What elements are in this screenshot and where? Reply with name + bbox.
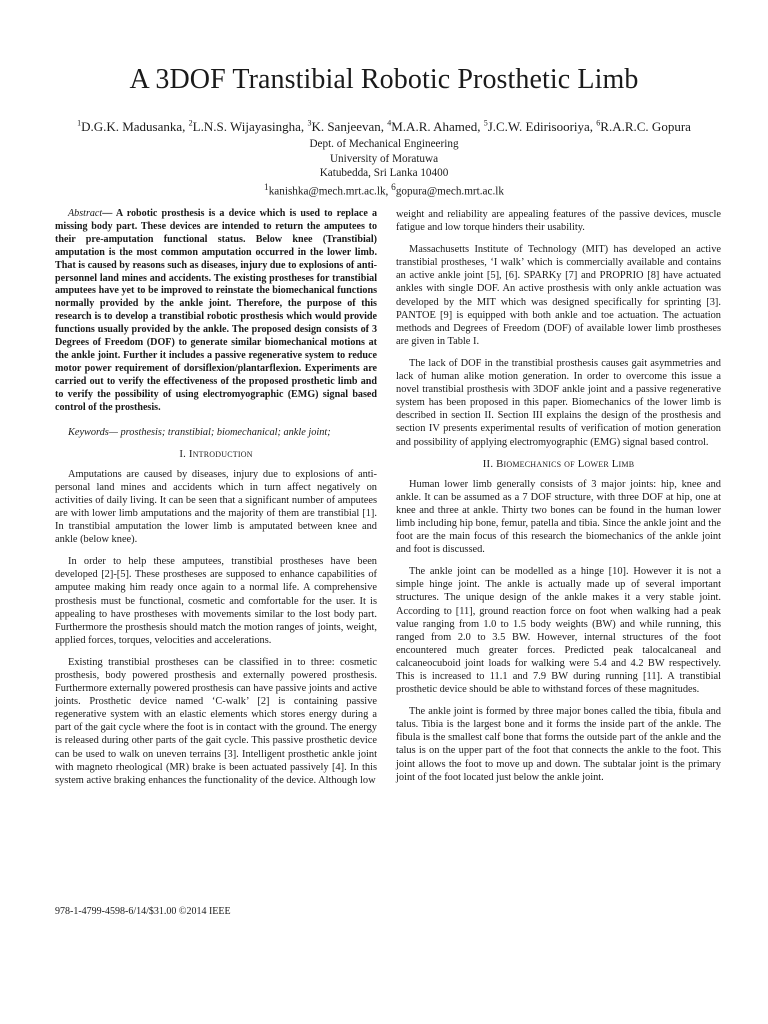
section-heading-biomechanics: II. Biomechanics of Lower Limb xyxy=(482,457,635,470)
abstract xyxy=(55,208,377,415)
author-1: $^1$D.G.K. Madusanka, xyxy=(77,119,189,135)
paragraph: Human lower limb generally consists of 3 major joints: hip, knee and ankle. It can be assumed as a 7 DOF structure, with three DOF at hip, one at knee and three at ankle. Thirty two bones can be found in the human lower limb including hip bone, femur, patella and tibia. Since the ankle joint and the foot are the main focus of this research the biomechanics of the ankle joint and foot is discussed. xyxy=(396,478,721,556)
paragraph: weight and reliability are appealing features of the passive devices, muscle fatigue and low torque hinders their usability. xyxy=(396,209,721,234)
paragraph: The ankle joint can be modelled as a hinge [10]. However it is not a simple hinge joint. The ankle is actually made up of several important structures. The unique design of the ankle makes it a very stable joint. According to [11], ground reaction force on foot when walking had a peak value ranging from 1.0 to 1.5 body weights (BW) and while running, this ranged from 2.0 to 3.5 BW. However, internal structures of the foot encountered much greater forces. Predicted peak talocalcaneal and calcaneocuboid joint loads for walking were 5.4 and 4.2 BW respectively. This is increased to 11.1 and 7.9 BW during running [11]. A transtibial prosthetic device should be able to withstand forces of these magnitudes. xyxy=(396,566,721,696)
keywords: Keywords— prosthesis; transtibial; biomechanical; ankle joint; xyxy=(68,426,331,438)
paragraph: The ankle joint is formed by three major bones called the tibia, fibula and talus. Tibia is the largest bone and it forms the inside part of the ankle. The fibula is the smallest calf bone that forms the outside part of the ankle and the talus is on the upper part of the foot that connects the ankle to the foot. This joint allows the foot to move up and down. The subtalar joint is the primary joint of the foot located just below the ankle joint. xyxy=(396,706,721,783)
copyright-footer: 978-1-4799-4598-6/14/$31.00 ©2014 IEEE xyxy=(55,906,231,917)
paragraph: The lack of DOF in the transtibial prosthesis causes gait asymmetries and lack of human alike motion generation. In order to overcome this issue a novel transtibial prosthesis with 3DOF ankle joint and a passive regenerative system has been proposed in this paper. Biomechanics of the lower limb is described in section II. Section III explains the design of the prosthesis and section IV presents experimental results of verification of motion generation and possibility of applying electromyographic (EMG) signal based control. xyxy=(396,357,721,448)
paragraph: Amputations are caused by diseases, injury due to explosions of anti-personal land mines and accidents which in turn affect negatively on activities of daily living. It can be seen that a significant number of amputees are with lower limb amputations and the majority of them are transtibial [1]. In transtibial amputation the lower limb is amputated between knee and ankle (below knee). xyxy=(55,468,377,546)
right-column xyxy=(396,208,721,793)
paragraph: In order to help these amputees, transtibial prostheses have been developed [2]-[5]. These prostheses are supposed to enhance capabilities of amputee making him ready once again to a normal life. A comprehensive prosthesis must be functional, cosmetic and comfortable for the user. It is appealing to have prostheses with movements similar to the lost body part. Furthermore the prosthesis should match the motion ranges of joints, weight, applied forces, torques, velocities and accelerations. xyxy=(55,556,377,646)
paragraph: Massachusetts Institute of Technology (MIT) has developed an active transtibial prostheses, ‘I walk’ which is commercially available and contains an active ankle joint [5], [6]. SPARKy [7] and PROPRIO [8] have actuated ankles with single DOF. An active prosthesis with only ankle actuation was developed by the MIT which was designed specifically for sprinting [3]. PANTOE [9] is equipped with both ankle and toe actuation. The actuation methods and Degrees of Freedom (DOF) of available lower limb prostheses are given in Table I. xyxy=(396,244,721,347)
author-3: $^3$K. Sanjeevan, xyxy=(307,119,388,135)
affiliation-dept: Dept. of Mechanical Engineering xyxy=(309,138,459,150)
affiliation-university: University of Moratuwa xyxy=(329,152,439,165)
affiliation-city: Katubedda, Sri Lanka 10400 xyxy=(319,167,449,179)
author-6: $^6$R.A.R.C. Gopura xyxy=(596,119,691,135)
affiliation-emails: $^1$kanishka@mech.mrt.ac.lk, $^6$gopura@mech.mrt.ac.lk xyxy=(264,182,504,198)
author-2: $^2$L.N.S. Wijayasingha, xyxy=(188,119,308,135)
abstract-label: Abstract xyxy=(68,208,103,219)
author-list xyxy=(0,119,768,135)
author-5: $^5$J.C.W. Edirisooriya, xyxy=(483,119,597,135)
affiliation xyxy=(0,137,768,199)
paper-title: A 3DOF Transtibial Robotic Prosthetic Limb xyxy=(129,64,639,95)
section-heading-introduction: I. Introduction xyxy=(179,447,253,460)
left-column xyxy=(55,208,377,796)
author-4: $^4$M.A.R. Ahamed, xyxy=(387,119,484,135)
abstract-text: — A robotic prosthesis is a device which is used to replace a missing body part. These devices are intended to return the amputees to their pre-amputation functional status. Below knee (Transtibial) amputation is the most common amputation occurred in the lower limb. That is caused by reasons such as diseases, injury due to explosions of anti-personnel land mines and accidents. The existing prostheses for transtibial amputees have yet to be improved to reinstate the biomechanical functions normally provided by the ankle joint. Therefore, the purpose of this research is to develop a transtibial robotic prosthesis which would provide functions usually provided by the ankle. The proposed design consists of 3 Degrees of Freedom (DOF) to generate similar biomechanical motions at the ankle joint. Further it includes a passive regenerative system to reduce motor power requirement of dorsiflexion/plantarflexion. Experiments are carried out to verify the effectiveness of the proposed prosthetic limb and to verify the possibility of using electromyographic (EMG) signal based control of the prosthesis. xyxy=(55,208,377,413)
paragraph: Existing transtibial prostheses can be classified in to three: cosmetic prosthesis, body powered prosthesis and externally powered prosthesis. Furthermore externally powered prosthesis can have passive joints and active joints. Prosthetic device named ‘C-walk’ [2] is containing passive regenerative system with an elastic elements which stores energy during a part of the gait cycle where the foot is in contact with the ground. The energy is released during other parts of the gait cycle. This passive prosthetic device can be used to walk on uneven terrains [3]. Intelligent prosthetic ankle joint with magneto rheological (MR) brake is been actuated passively [4]. In this system active braking enhances the functionality of the device. Although low xyxy=(55,656,377,786)
